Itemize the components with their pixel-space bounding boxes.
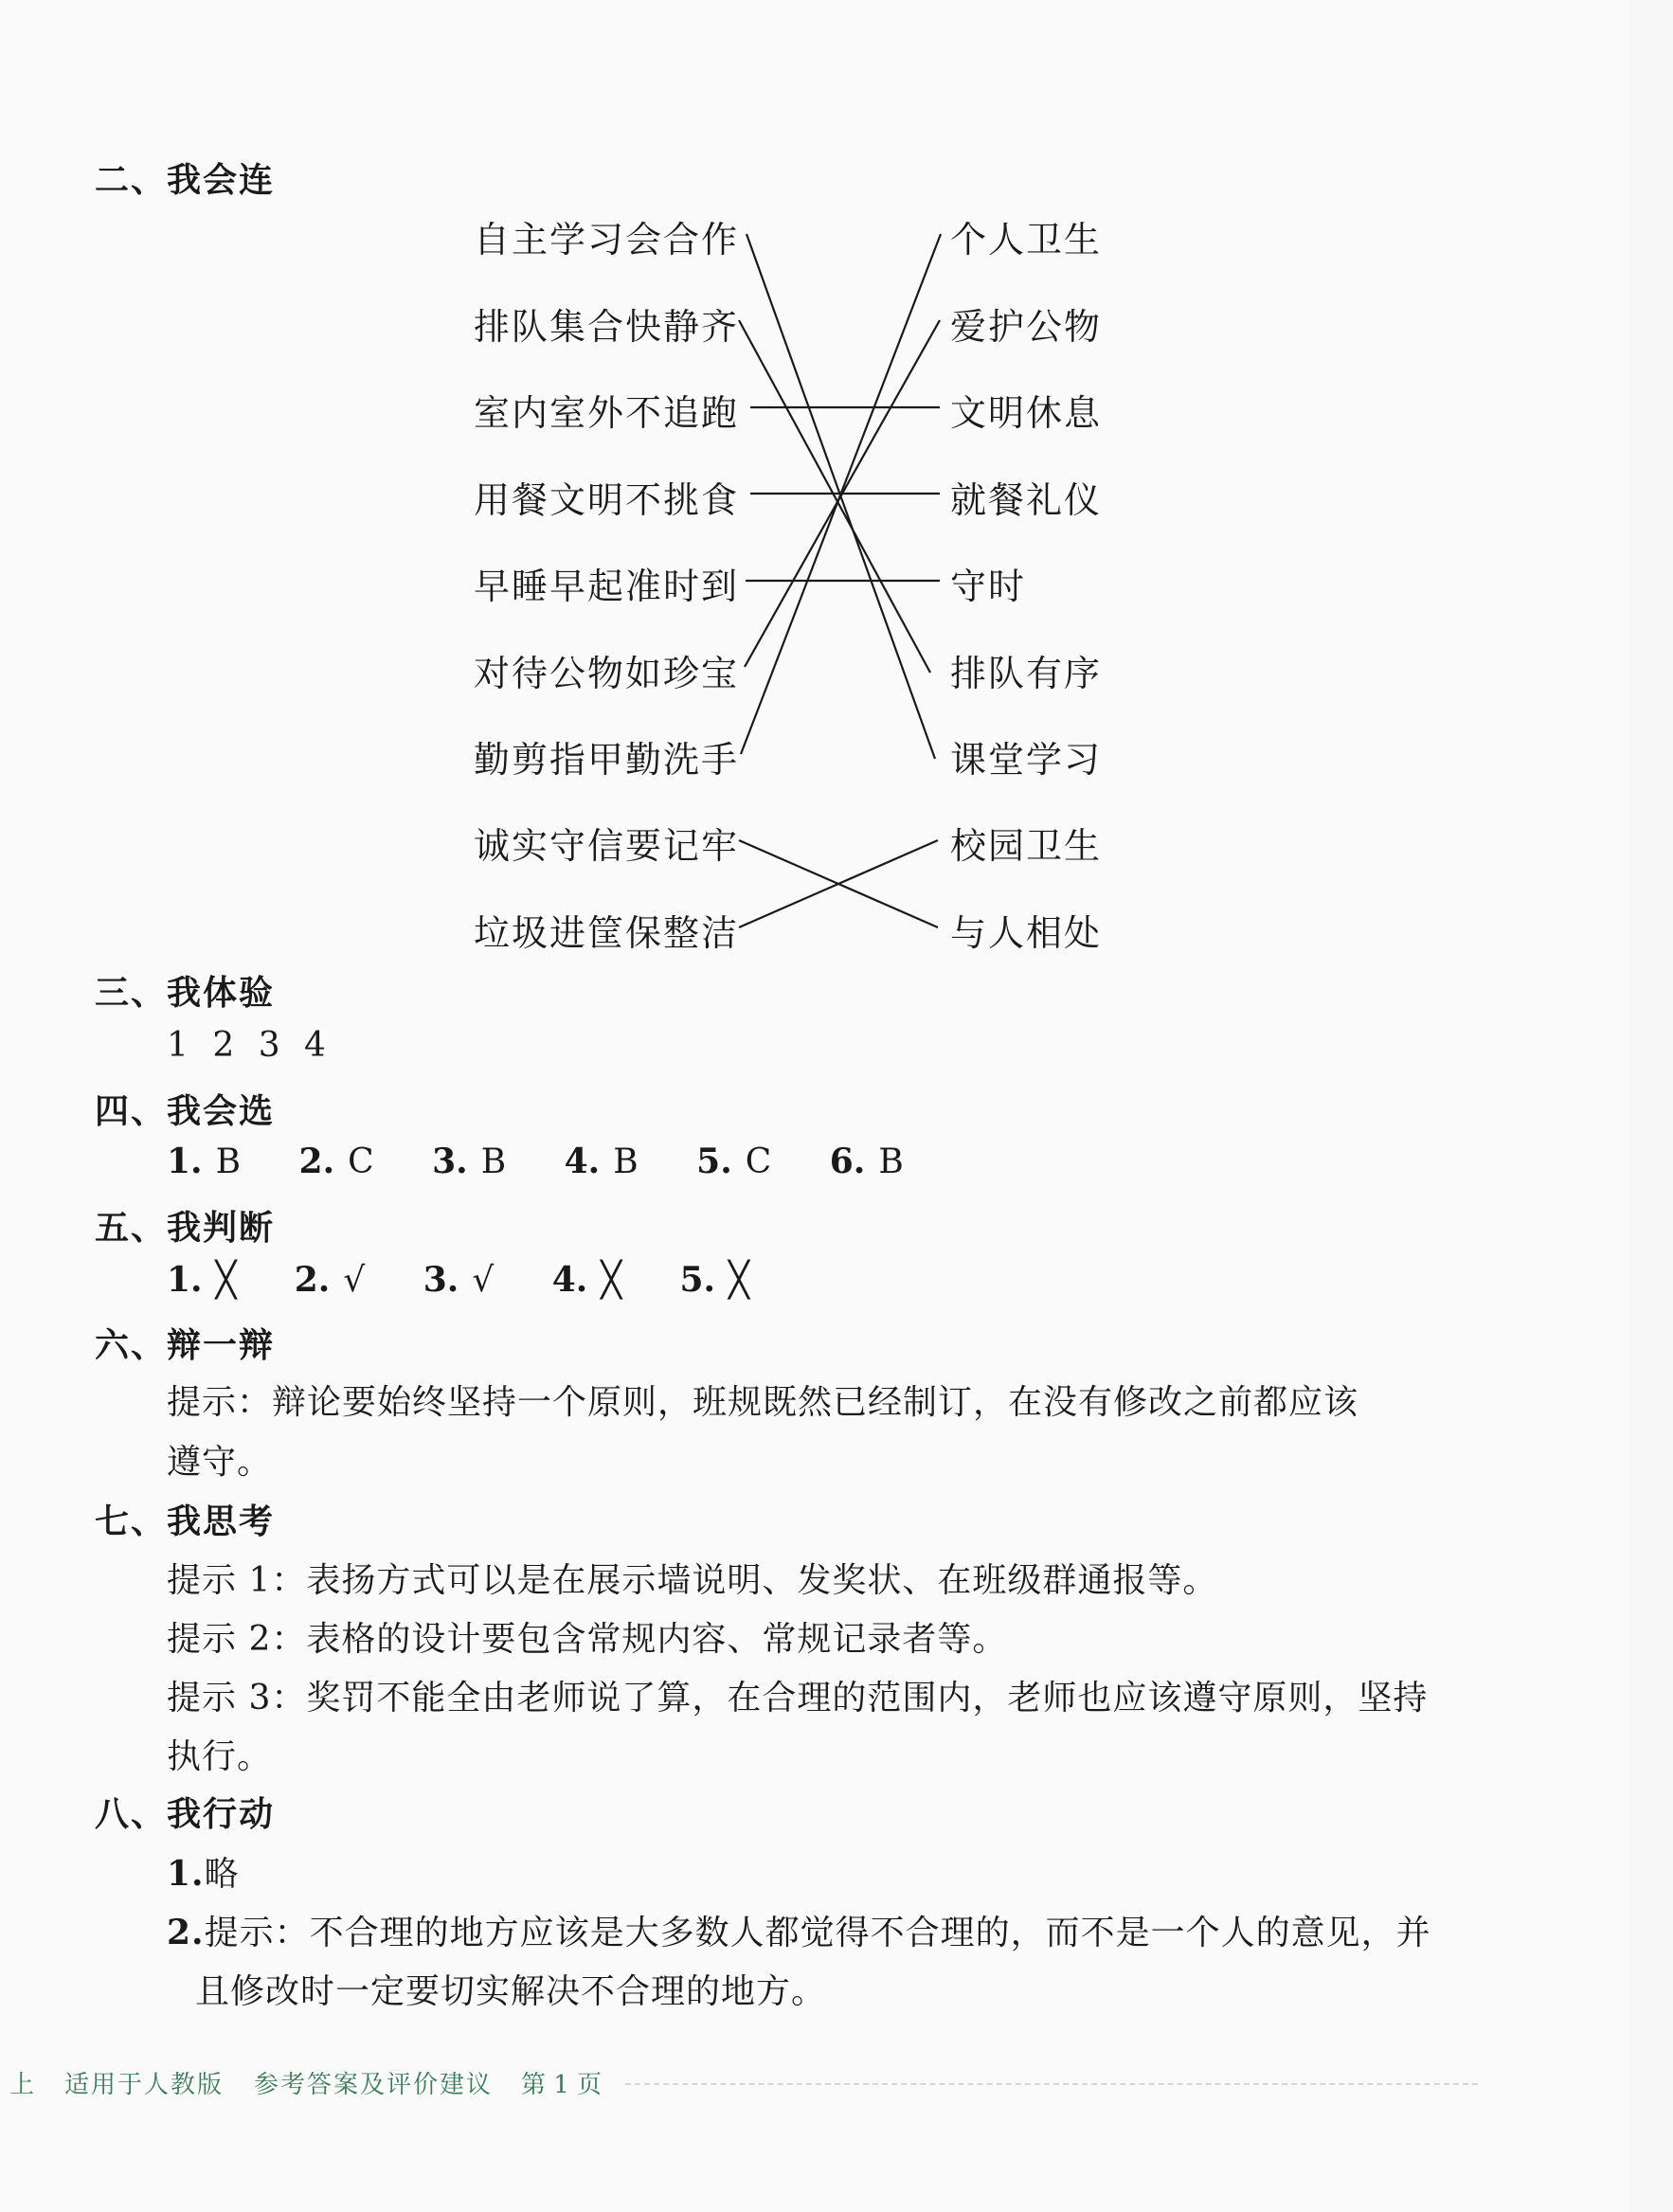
footer-book-title: 参考答案及评价建议 xyxy=(254,2071,494,2099)
debate-hint-line: 遵守。 xyxy=(167,1443,273,1482)
answer-value: B xyxy=(613,1142,639,1181)
section-5-heading: 五、我判断 xyxy=(95,1209,276,1248)
answer-number: 6. xyxy=(829,1142,866,1181)
match-right-item: 课堂学习 xyxy=(950,739,1103,781)
answer-number: 3. xyxy=(432,1142,468,1181)
footer-dashed-rule xyxy=(625,2083,1478,2085)
item-text: 提示：不合理的地方应该是大多数人都觉得不合理的，而不是一个人的意见，并 xyxy=(204,1914,1431,1952)
answer-value: √ xyxy=(343,1261,366,1300)
match-right-item: 与人相处 xyxy=(950,912,1103,954)
footer-edition: 上 xyxy=(9,2071,35,2099)
answer-value: ╳ xyxy=(729,1261,749,1300)
answer-number: 5. xyxy=(679,1260,716,1300)
action-item-2 xyxy=(167,1906,1431,1954)
answer-number: 5. xyxy=(696,1142,732,1181)
answer-number: 4. xyxy=(551,1260,588,1300)
action-item-1 xyxy=(167,1847,240,1896)
think-hint-line: 提示 2：表格的设计要包含常规内容、常规记录者等。 xyxy=(167,1620,1008,1659)
answer-value: C xyxy=(348,1142,374,1181)
section-4-heading: 四、我会选 xyxy=(95,1092,276,1131)
footer-applies: 适用于人教版 xyxy=(64,2071,225,2099)
answer-value: B xyxy=(480,1142,507,1181)
match-left-item: 排队集合快静齐 xyxy=(474,306,740,348)
page-footer xyxy=(0,2065,1478,2103)
answer-number: 1. xyxy=(167,1142,203,1181)
answer-number: 2. xyxy=(294,1260,331,1300)
item-text: 略 xyxy=(204,1855,240,1894)
answer-number: 2. xyxy=(298,1142,335,1181)
match-left-item: 垃圾进筐保整洁 xyxy=(474,912,740,954)
match-left-item: 室内室外不追跑 xyxy=(474,392,740,434)
answer-number: 1. xyxy=(167,1260,203,1300)
answer-value: ╳ xyxy=(601,1261,622,1300)
answer-value: ╳ xyxy=(215,1261,237,1300)
choice-answers xyxy=(167,1142,951,1181)
item-number: 2. xyxy=(167,1913,205,1952)
match-left-item: 用餐文明不挑食 xyxy=(474,479,740,521)
match-right-item: 排队有序 xyxy=(950,653,1103,694)
think-hint-line: 提示 3：奖罚不能全由老师说了算，在合理的范围内，老师也应该遵守原则，坚持 xyxy=(167,1679,1429,1717)
match-line xyxy=(739,320,930,673)
match-left-item: 对待公物如珍宝 xyxy=(474,653,740,694)
section-2-heading: 二、我会连 xyxy=(95,161,276,200)
answer-value: √ xyxy=(472,1261,495,1300)
match-left-item: 诚实守信要记牢 xyxy=(474,825,740,867)
match-left-item: 自主学习会合作 xyxy=(474,219,740,261)
match-right-item: 爱护公物 xyxy=(950,306,1103,348)
footer-page-number: 第 1 页 xyxy=(521,2071,603,2099)
answer-number: 3. xyxy=(423,1260,459,1300)
section-8-heading: 八、我行动 xyxy=(95,1795,276,1834)
match-right-item: 就餐礼仪 xyxy=(950,479,1103,521)
answer-number: 4. xyxy=(564,1142,601,1181)
section-6-heading: 六、辩一辩 xyxy=(95,1326,276,1365)
match-left-item: 早睡早起准时到 xyxy=(474,566,740,607)
action-item-2-continued: 且修改时一定要切实解决不合理的地方。 xyxy=(195,1972,827,2011)
answer-value: C xyxy=(745,1142,772,1181)
matching-lines xyxy=(0,0,1629,1042)
answer-value: B xyxy=(878,1142,904,1181)
debate-hint-line: 提示：辩论要始终坚持一个原则，班规既然已经制订，在没有修改之前都应该 xyxy=(167,1383,1359,1422)
section-3-heading: 三、我体验 xyxy=(95,974,276,1013)
match-right-item: 校园卫生 xyxy=(950,825,1103,867)
match-right-item: 文明休息 xyxy=(950,392,1103,434)
answer-value: B xyxy=(215,1142,242,1181)
item-number: 1. xyxy=(167,1854,205,1894)
think-hint-line: 执行。 xyxy=(167,1737,273,1776)
match-right-item: 守时 xyxy=(950,566,1027,607)
match-left-item: 勤剪指甲勤洗手 xyxy=(474,739,740,781)
experience-numbers: 1 2 3 4 xyxy=(167,1026,327,1065)
judge-answers xyxy=(167,1260,797,1300)
think-hint-line: 提示 1：表扬方式可以是在展示墙说明、发奖状、在班级群通报等。 xyxy=(167,1561,1218,1600)
section-7-heading: 七、我思考 xyxy=(95,1502,276,1541)
match-right-item: 个人卫生 xyxy=(950,219,1103,261)
